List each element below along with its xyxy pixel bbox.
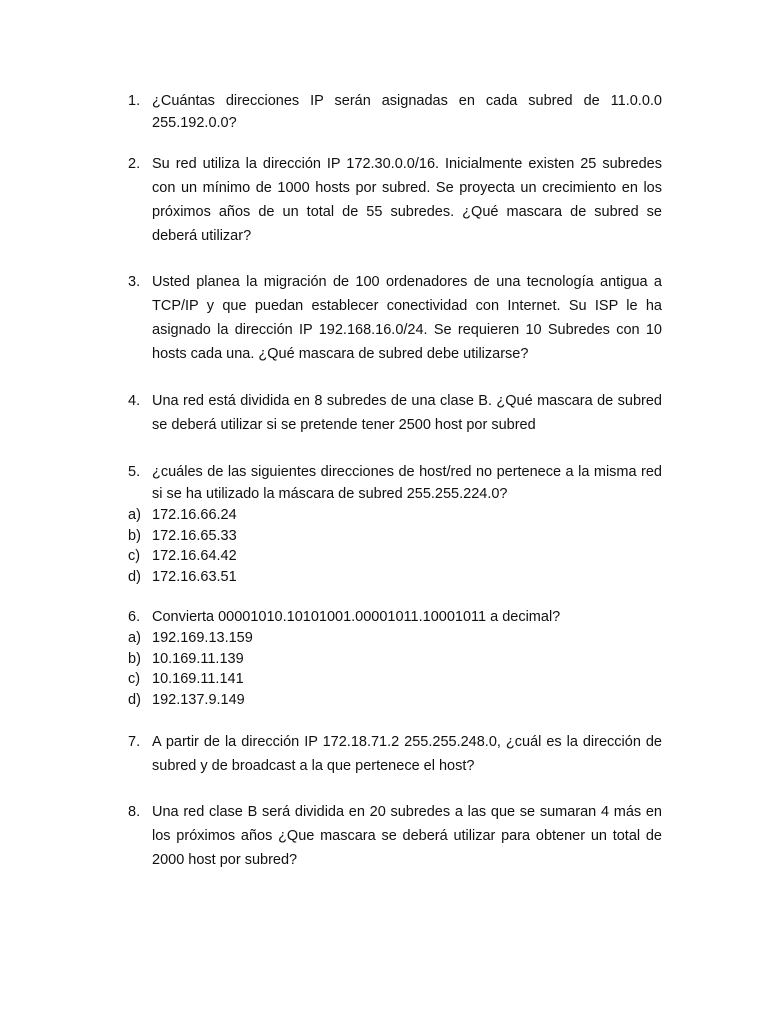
option-d	[128, 567, 662, 588]
option-text: 172.16.65.33	[152, 527, 237, 544]
question-text: ¿Cuántas direcciones IP serán asignadas en cada subred de 11.0.0.0 255.192.0.0?	[152, 93, 662, 131]
option-text: 192.137.9.149	[152, 691, 245, 708]
question-number: 6.	[128, 609, 141, 625]
question-number: 3.	[128, 274, 141, 290]
question-3	[128, 270, 662, 366]
option-letter: b)	[128, 527, 141, 544]
question-number: 1.	[128, 93, 141, 109]
option-b	[128, 526, 662, 547]
option-d	[128, 690, 662, 711]
question-7	[128, 730, 662, 778]
options-list	[128, 628, 662, 710]
option-letter: d)	[128, 691, 141, 708]
option-text: 172.16.66.24	[152, 507, 237, 523]
question-number: 7.	[128, 734, 141, 750]
question-number: 8.	[128, 804, 141, 820]
question-text: Una red está dividida en 8 subredes de una clase B. ¿Qué mascara de subred se deberá utilizar si se pretende tener 2500 host por subred	[152, 393, 662, 433]
question-4	[128, 389, 662, 437]
option-letter: b)	[128, 650, 141, 667]
option-a	[128, 628, 662, 649]
option-text: 10.169.11.139	[152, 650, 244, 667]
option-text: 172.16.64.42	[152, 548, 237, 564]
question-text: Su red utiliza la dirección IP 172.30.0.0/16. Inicialmente existen 25 subredes con un mínimo de 1000 hosts por subred. Se proyecta un crecimiento en los próximos años de un total de 55 subredes. ¿Qué mascara de subred se deberá utilizar?	[152, 156, 662, 244]
question-number: 4.	[128, 393, 141, 409]
question-number: 5.	[128, 464, 141, 480]
option-c	[128, 669, 662, 690]
option-letter: a)	[128, 507, 141, 523]
question-6	[128, 606, 662, 710]
option-text: 192.169.13.159	[152, 630, 253, 646]
question-5	[128, 461, 662, 587]
question-2	[128, 152, 662, 248]
option-letter: a)	[128, 630, 141, 646]
option-c	[128, 546, 662, 567]
option-text: 172.16.63.51	[152, 568, 237, 585]
question-text: Una red clase B será dividida en 20 subredes a las que se sumaran 4 más en los próximos años ¿Que mascara se deberá utilizar para obtener un total de 2000 host por subred?	[152, 804, 662, 868]
options-list	[128, 505, 662, 587]
option-b	[128, 649, 662, 670]
question-8	[128, 800, 662, 872]
question-text: Convierta 00001010.10101001.00001011.10001011 a decimal?	[152, 609, 561, 625]
question-number: 2.	[128, 156, 141, 172]
question-text: A partir de la dirección IP 172.18.71.2 255.255.248.0, ¿cuál es la dirección de subred y de broadcast a la que pertenece el host?	[152, 734, 662, 774]
question-text: ¿cuáles de las siguientes direcciones de host/red no pertenece a la misma red si se ha utilizado la máscara de subred 255.255.224.0?	[152, 464, 662, 502]
question-1	[128, 90, 662, 134]
option-text: 10.169.11.141	[152, 671, 244, 687]
option-a	[128, 505, 662, 526]
option-letter: c)	[128, 548, 141, 564]
option-letter: c)	[128, 671, 141, 687]
question-text: Usted planea la migración de 100 ordenadores de una tecnología antigua a TCP/IP y que puedan establecer conectividad con Internet. Su ISP le ha asignado la dirección IP 192.168.16.0/24. Se requieren 10 Subredes con 10 hosts cada una. ¿Qué mascara de subred debe utilizarse?	[152, 274, 662, 362]
option-letter: d)	[128, 568, 141, 585]
